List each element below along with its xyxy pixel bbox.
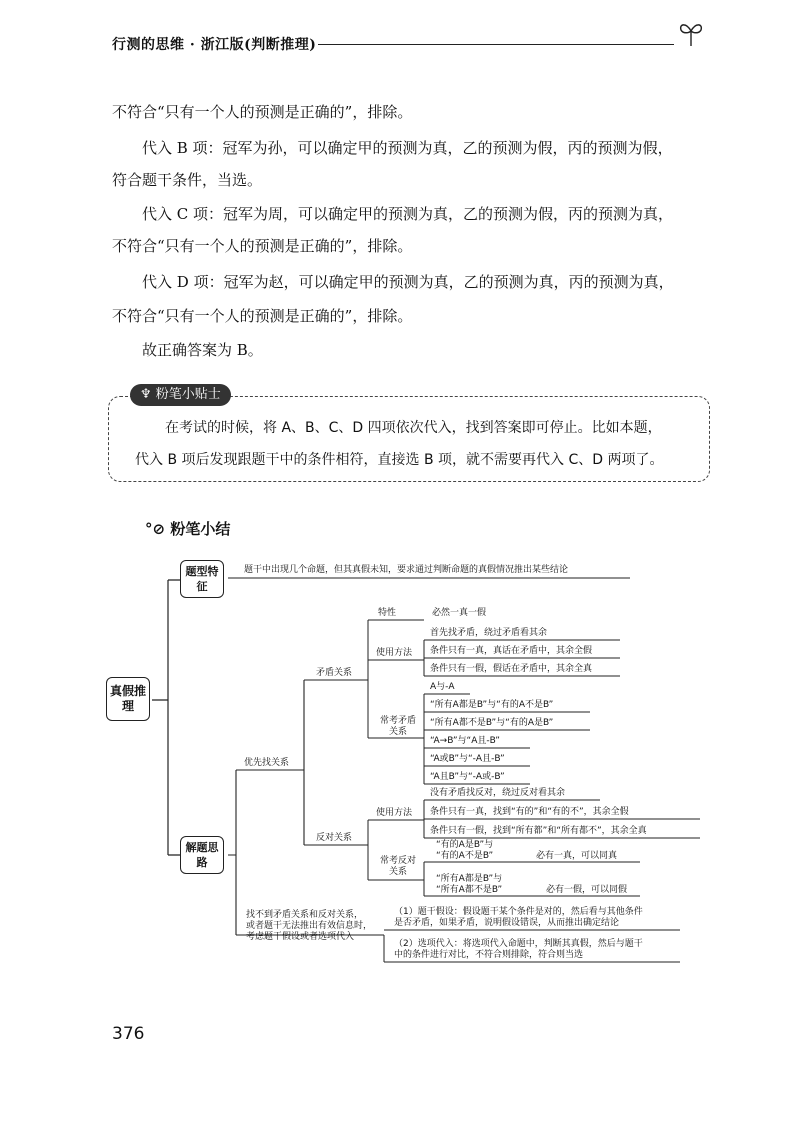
- paragraph-option-b-cont: 符合题干条件，当选。: [112, 171, 263, 189]
- c-common-item: “A且B”与“-A或-B”: [430, 772, 505, 782]
- o-use-item: 没有矛盾找反对，绕过反对看其余: [430, 788, 566, 798]
- method-node: 解题思路: [180, 836, 224, 874]
- paragraph-option-c-cont: 不符合“只有一个人的预测是正确的”，排除。: [112, 237, 413, 255]
- assume-line: 是否矛盾，如果矛盾，说明假设错误，从而推出确定结论: [394, 918, 620, 928]
- c-trait-label: 特性: [378, 608, 397, 618]
- paragraph-option-d-cont: 不符合“只有一个人的预测是正确的”，排除。: [112, 307, 413, 325]
- o-use-item: 条件只有一真，找到“有的”和“有的不”，其余全假: [430, 807, 629, 817]
- c-common-item: “A→B”与“A且-B”: [430, 736, 500, 746]
- c-use-item: 首先找矛盾，绕过矛盾看其余: [430, 628, 548, 638]
- feature-node: 题型特征: [180, 560, 224, 598]
- c-use-item: 条件只有一真，真话在矛盾中，其余全假: [430, 646, 593, 656]
- c-common-label: 常考矛盾关系: [379, 716, 416, 737]
- c-common-item: A与-A: [430, 682, 455, 692]
- o-common-note: 必有一真，可以同真: [536, 851, 618, 861]
- answer-line: 故正确答案为 B。: [142, 341, 263, 359]
- c-common-item: “A或B”与“-A且-B”: [430, 754, 505, 764]
- paragraph-option-b: 代入 B 项：冠军为孙，可以确定甲的预测为真，乙的预测为假，丙的预测为假，: [142, 139, 673, 157]
- substitute-line: 中的条件进行对比，不符合则排除，符合则当选: [394, 950, 584, 960]
- feature-text: 题干中出现几个命题，但其真假未知，要求通过判断命题的真假情况推出某些结论: [244, 565, 569, 575]
- tip-line-1: 在考试的时候，将 A、B、C、D 四项依次代入，找到答案即可停止。比如本题，: [165, 420, 662, 436]
- running-header: 行测的思维 · 浙江版(判断推理): [112, 37, 317, 53]
- o-common-pair: “所有A都不是B”: [436, 885, 503, 895]
- tip-label: 粉笔小贴士: [155, 387, 221, 402]
- page-number: 376: [112, 1024, 145, 1044]
- paragraph-option-c: 代入 C 项：冠军为周，可以确定甲的预测为真，乙的预测为假，丙的预测为真，: [142, 205, 674, 223]
- priority-label: 优先找关系: [244, 758, 290, 768]
- tip-line-2: 代入 B 项后发现跟题干中的条件相符，直接选 B 项，就不需要再代入 C、D 两项了。: [135, 452, 664, 468]
- pencil-icon: °⊘: [145, 520, 166, 538]
- paragraph-option-d: 代入 D 项：冠军为赵，可以确定甲的预测为真，乙的预测为真，丙的预测为真，: [142, 273, 674, 291]
- summary-title-text: 粉笔小结: [170, 520, 231, 538]
- o-common-note: 必有一假，可以同假: [546, 885, 628, 895]
- c-use-item: 条件只有一假，假话在矛盾中，其余全真: [430, 664, 593, 674]
- o-common-pair: “所有A都是B”与: [436, 874, 503, 884]
- substitute-line: （2）选项代入：将选项代入命题中，判断其真假，然后与题干: [394, 939, 643, 949]
- o-use-label: 使用方法: [376, 808, 413, 818]
- fallback-line: 找不到矛盾关系和反对关系，: [246, 910, 364, 920]
- o-common-pair: “有的A是B”与: [436, 840, 494, 850]
- c-common-item: “所有A都不是B”与“有的A是B”: [430, 718, 554, 728]
- c-trait-text: 必然一真一假: [432, 608, 487, 618]
- opposite-label: 反对关系: [316, 833, 353, 843]
- c-use-label: 使用方法: [376, 648, 413, 658]
- sprout-icon: ♆: [140, 387, 152, 402]
- assume-line: （1）题干假设：假设题干某个条件是对的，然后看与其他条件: [394, 907, 643, 917]
- mindmap-root-node: 真假推理: [106, 677, 150, 721]
- o-common-label: 常考反对关系: [379, 856, 416, 877]
- o-common-pair: “有的A不是B”: [436, 851, 494, 861]
- c-common-item: “所有A都是B”与“有的A不是B”: [430, 700, 554, 710]
- contradiction-label: 矛盾关系: [316, 668, 353, 678]
- o-use-item: 条件只有一假，找到“所有都”和“所有都不”，其余全真: [430, 826, 647, 836]
- paragraph-1: 不符合“只有一个人的预测是正确的”，排除。: [112, 103, 413, 121]
- fallback-line: 考虑题干假设或者选项代入: [246, 932, 355, 942]
- fallback-line: 或者题干无法推出有效信息时，: [246, 921, 373, 931]
